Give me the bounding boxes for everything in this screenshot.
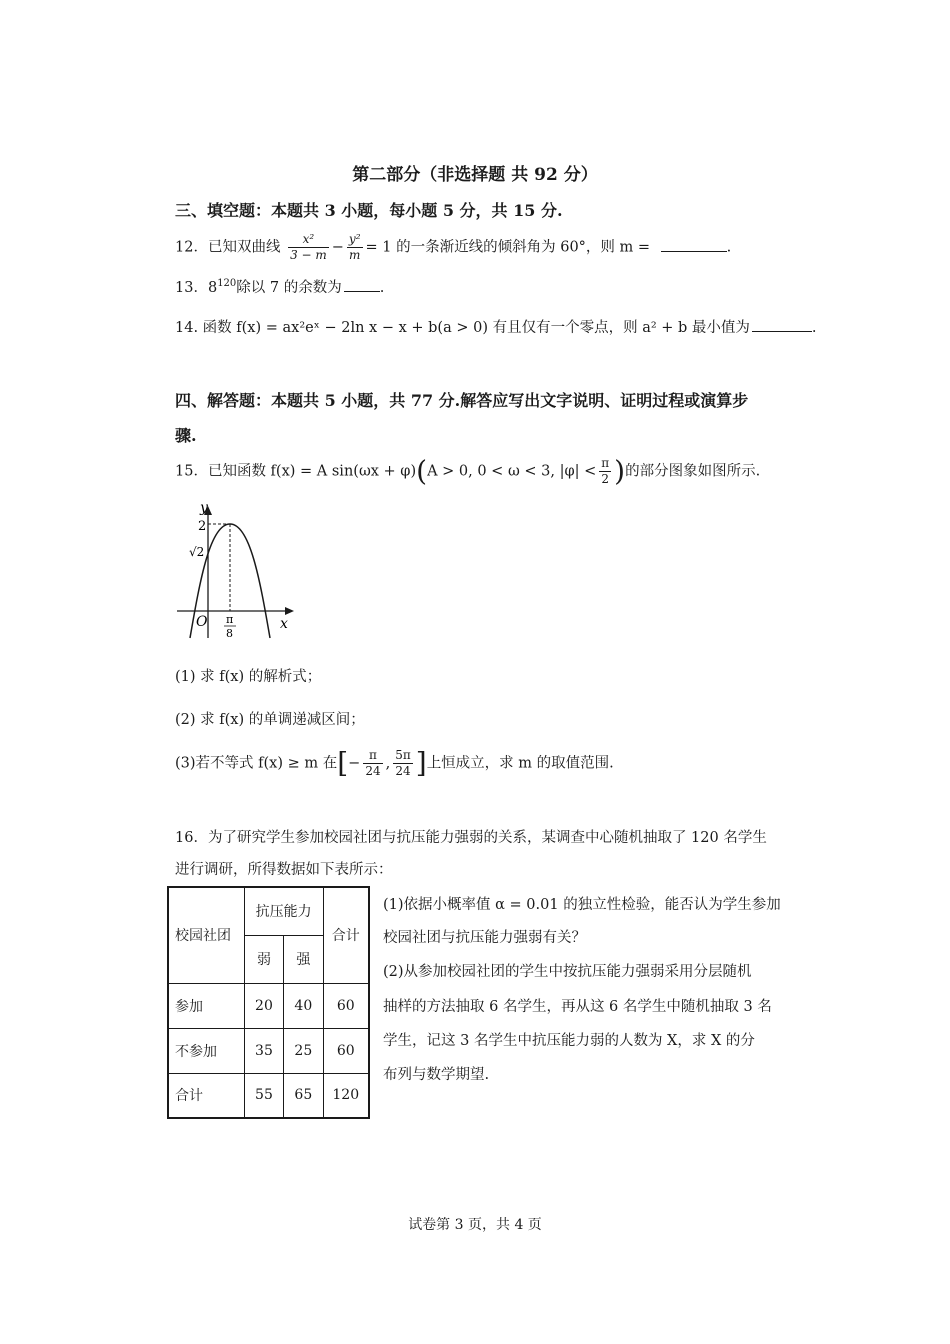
q15-p3-upper	[393, 748, 413, 779]
q15-part-1: (1) 求 f(x) 的解析式；	[175, 669, 322, 685]
q12-end: .	[726, 239, 732, 256]
q15-function-graph	[172, 500, 302, 642]
q15-p3-close-bracket: ]	[415, 746, 427, 780]
y-axis-label: y	[200, 500, 208, 516]
section3-title: 三、填空题：本题共 3 小题，每小题 5 分，共 15 分.	[175, 201, 563, 220]
q16-side-line: 学生，记这 3 名学生中抗压能力弱的人数为 X，求 X 的分	[383, 1033, 755, 1049]
q15-p3-a-den: 24	[365, 764, 381, 778]
q15-pre: 已知函数 f(x) = A sin(ωx + φ)	[207, 463, 417, 480]
q12-fraction-1	[288, 232, 329, 263]
section4-title-line2: 骤.	[175, 426, 197, 445]
header-group: 校园社团	[168, 887, 244, 983]
q16-side-line: (1)依据小概率值 α = 0.01 的独立性检验，能否认为学生参加	[383, 897, 781, 913]
question-14	[175, 316, 817, 337]
q16-side-line: 布列与数学期望.	[383, 1067, 490, 1083]
table-row	[168, 1073, 369, 1118]
row-label: 参加	[168, 983, 244, 1028]
y-tick-sqrt2: √2	[189, 545, 205, 559]
table-header-row-1	[168, 887, 369, 935]
row-label: 不参加	[168, 1028, 244, 1073]
q12-number: 12．	[175, 239, 208, 256]
x-tick-pi-num: π	[226, 613, 234, 626]
row-strong: 25	[284, 1028, 323, 1073]
row-total: 60	[323, 1028, 369, 1073]
x-tick-pi-den: 8	[226, 627, 233, 640]
header-total: 合计	[323, 887, 369, 983]
q12-post: = 1 的一条渐近线的倾斜角为 60°，则 m =	[365, 239, 651, 256]
q14-text: 函数 f(x) = ax²eˣ − 2ln x − x + b(a > 0) 有且仅有一个零点，则 a² + b 最小值为	[202, 320, 750, 336]
row-label: 合计	[168, 1073, 244, 1118]
q12-pre: 已知双曲线	[207, 239, 281, 256]
q14-number: 14.	[175, 320, 199, 336]
table-row	[168, 983, 369, 1028]
y-tick-2: 2	[198, 519, 207, 534]
q15-p3-open-bracket: [	[337, 746, 349, 780]
q15-p3-a-num: π	[363, 748, 382, 764]
q12-answer-blank[interactable]	[661, 239, 727, 252]
row-weak: 55	[244, 1073, 283, 1118]
q16-line-2: 进行调研，所得数据如下表所示：	[175, 862, 393, 878]
row-strong: 65	[284, 1073, 323, 1118]
q15-post: 的部分图象如图所示.	[625, 463, 761, 480]
q16-side-line: 校园社团与抗压能力强弱有关？	[383, 930, 586, 946]
q15-close-paren: )	[614, 454, 626, 488]
q15-p3-b-num: 5π	[395, 748, 411, 762]
q15-p3-pre: (3)若不等式 f(x) ≥ m 在	[175, 755, 338, 772]
q12-f1-num: x²	[288, 232, 329, 248]
q15-p3-b-den: 24	[395, 764, 411, 778]
row-total: 120	[323, 1073, 369, 1118]
q16-side-line: 抽样的方法抽取 6 名学生，再从这 6 名学生中随机抽取 3 名	[383, 999, 772, 1015]
header-strong: 强	[284, 935, 323, 983]
section4-title-line1: 四、解答题：本题共 5 小题，共 77 分.解答应写出文字说明、证明过程或演算步	[175, 391, 749, 410]
q16-data-table	[167, 886, 370, 1119]
row-strong: 40	[284, 983, 323, 1028]
q15-pi-num: π	[601, 456, 610, 470]
q15-condition: A > 0, 0 < ω < 3, |φ| <	[427, 463, 597, 480]
header-ability: 抗压能力	[244, 887, 323, 935]
q15-pi-over-2	[599, 456, 611, 487]
question-15	[175, 456, 760, 487]
q13-end: .	[379, 280, 385, 296]
table-row	[168, 1028, 369, 1073]
q15-pi-den: 2	[601, 472, 610, 486]
origin-label: O	[196, 614, 208, 630]
part-title: 第二部分（非选择题 共 92 分）	[352, 165, 598, 185]
q13-number: 13．	[175, 280, 208, 296]
q16-line-1: 16．为了研究学生参加校园社团与抗压能力强弱的关系，某调查中心随机抽取了 120 名学生	[175, 830, 767, 846]
q15-p3-post: 上恒成立，求 m 的取值范围.	[426, 755, 614, 772]
q12-minus: −	[331, 239, 344, 256]
question-12	[175, 232, 731, 263]
q13-text: 除以 7 的余数为	[236, 280, 342, 296]
q12-f1-den: 3 − m	[290, 248, 327, 262]
page-footer: 试卷第 3 页，共 4 页	[408, 1217, 542, 1233]
row-weak: 35	[244, 1028, 283, 1073]
q12-f2-den: m	[349, 248, 361, 262]
row-weak: 20	[244, 983, 283, 1028]
q15-open-paren: (	[416, 454, 428, 488]
question-13	[175, 276, 384, 297]
q15-number: 15．	[175, 463, 208, 480]
x-axis-label: x	[280, 616, 288, 632]
q12-fraction-2	[347, 232, 363, 263]
q13-answer-blank[interactable]	[344, 279, 380, 292]
q15-p3-lower	[363, 748, 382, 779]
q15-part-3: (3)若不等式 f(x) ≥ m 在[− $\frac{\pi}{24}$ , $\frac{5\pi}{24}$ ]上恒成立，求 m 的取值范围.	[175, 746, 614, 780]
q16-side-line: (2)从参加校园社团的学生中按抗压能力强弱采用分层随机	[383, 964, 752, 980]
q15-part-2: (2) 求 f(x) 的单调递减区间；	[175, 712, 365, 728]
q13-exponent: 120	[217, 278, 237, 290]
q14-answer-blank[interactable]	[752, 319, 812, 332]
header-weak: 弱	[244, 935, 283, 983]
q13-base: 8	[207, 280, 218, 296]
x-axis-arrow	[285, 607, 294, 615]
q12-f2-num: y²	[348, 232, 361, 246]
q14-end: .	[811, 320, 817, 336]
row-total: 60	[323, 983, 369, 1028]
